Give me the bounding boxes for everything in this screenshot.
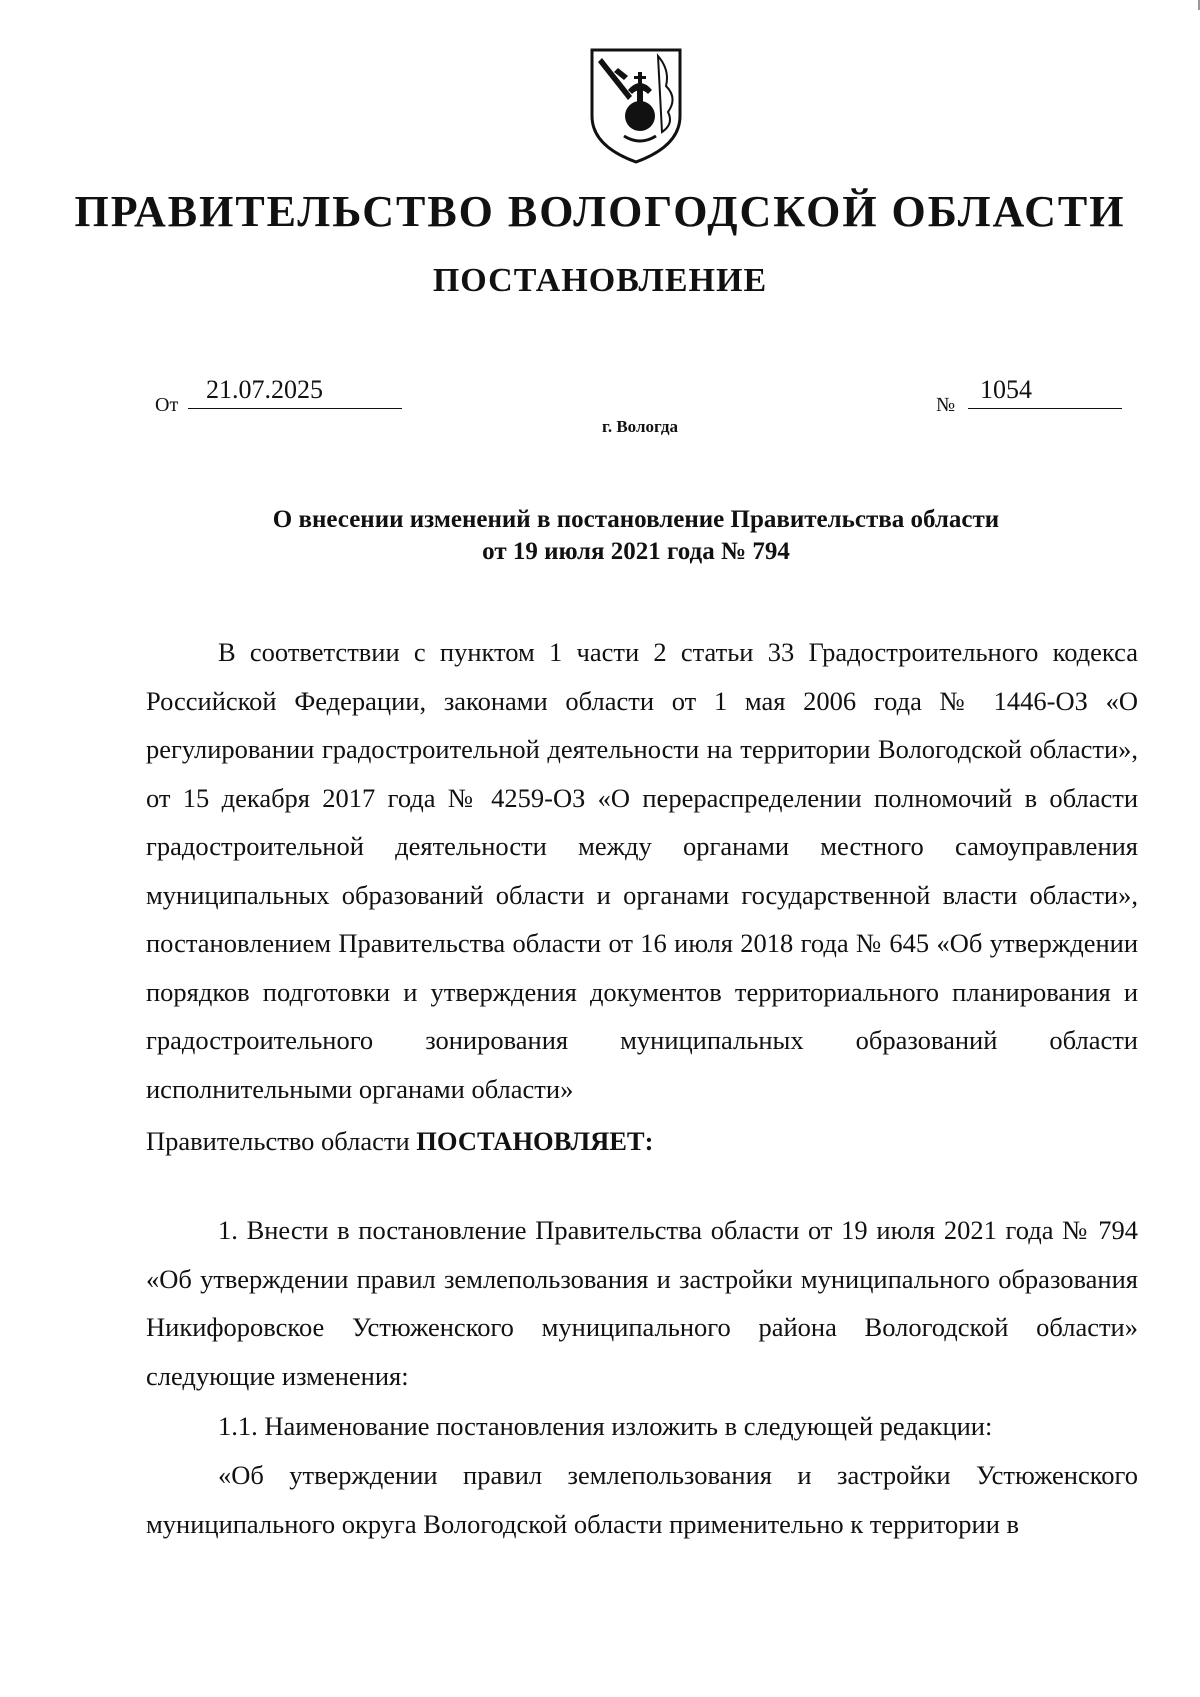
- item-1-paragraph: 1. Внести в постановление Правительства области от 19 июля 2021 года № 794 «Об утверждении правил землепользования и застройки муниципального образования Никифоровское Устюженского муниципального района Вологодской области» следующие изменения:: [146, 1215, 1138, 1391]
- document-subject: [146, 504, 1126, 568]
- document-type: ПОСТАНОВЛЕНИЕ: [432, 262, 768, 299]
- number-label: №: [936, 394, 956, 416]
- document-number: 1054: [968, 372, 1122, 409]
- subject-line-1: О внесении изменений в постановление Правительства области: [272, 506, 1000, 533]
- document-date: 21.07.2025: [188, 372, 402, 409]
- document-city: г. Вологда: [602, 417, 678, 436]
- resolves-word: ПОСТАНОВЛЯЕТ:: [416, 1126, 654, 1156]
- resolves-paragraph: [146, 1117, 1138, 1166]
- item-1-1-paragraph: 1.1. Наименование постановления изложить в следующей редакции:: [218, 1411, 993, 1441]
- vologda-coat-of-arms-icon: [588, 46, 684, 166]
- item-1-1-text-paragraph: «Об утверждении правил землепользования и застройки Устюженского муниципального округа Вологодской области применительно к территории в: [146, 1460, 1138, 1539]
- date-label: От: [155, 394, 179, 416]
- resolves-prefix: Правительство области: [146, 1126, 417, 1156]
- preamble-paragraph: В соответствии с пунктом 1 части 2 статьи 33 Градостроительного кодекса Российской Федерации, законами области от 1 мая 2006 года № 1446-ОЗ «О регулировании градостроительной деятельности на территории Вологодской области», от 15 декабря 2017 года № 4259-ОЗ «О перераспределении полномочий в области градостроительной деятельности между органами местного самоуправления муниципальных образований области и органами государственной власти области», постановлением Правительства области от 16 июля 2018 года № 645 «Об утверждении порядков подготовки и утверждения документов территориального планирования и градостроительного зонирования муниципальных образований области исполнительными органами области»: [146, 637, 1138, 1104]
- subject-line-2: от 19 июля 2021 года № 794: [482, 538, 790, 565]
- government-title: ПРАВИТЕЛЬСТВО ВОЛОГОДСКОЙ ОБЛАСТИ: [74, 187, 1126, 236]
